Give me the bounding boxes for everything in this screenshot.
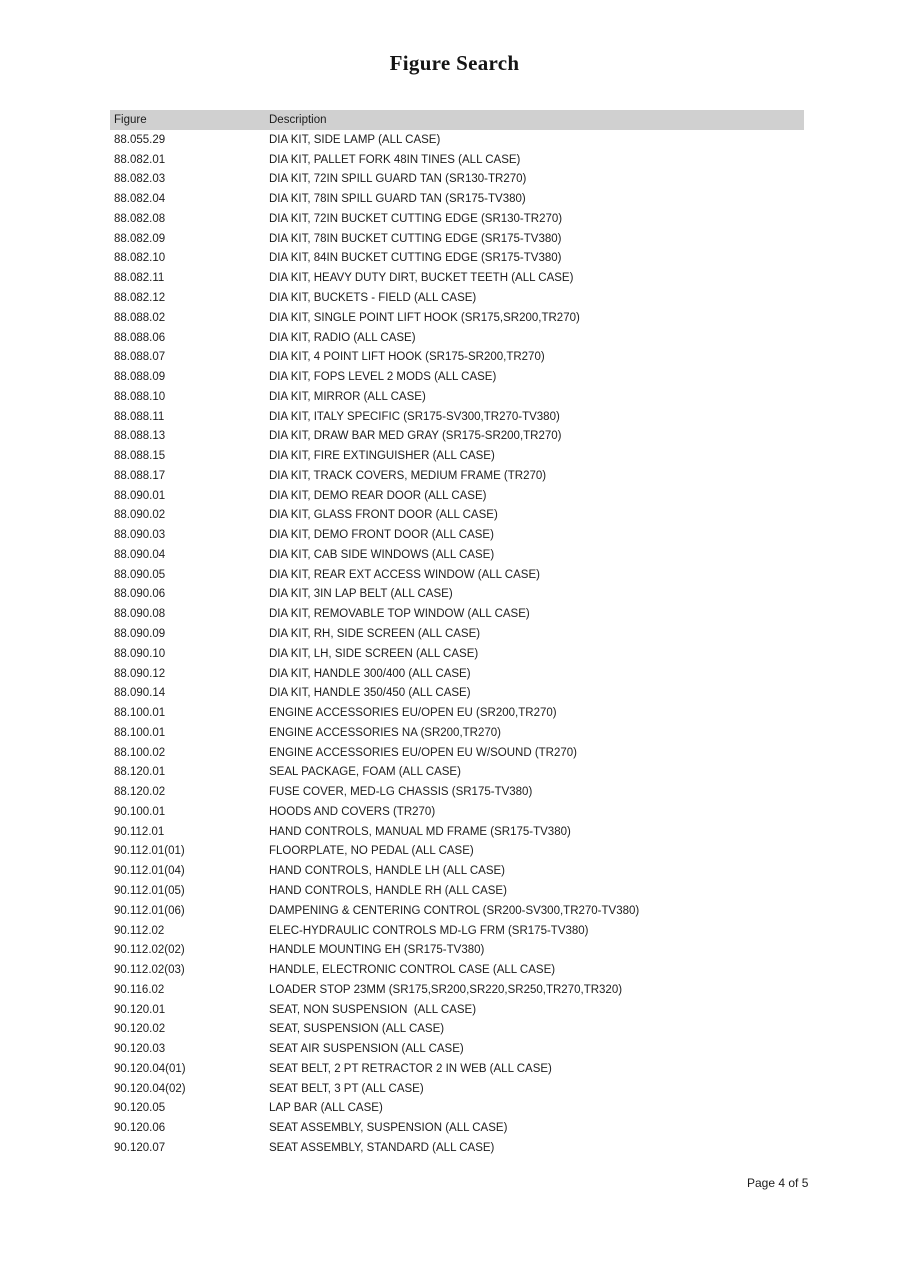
table-row [110,940,804,960]
table-row [110,1099,804,1119]
description-cell: DIA KIT, REMOVABLE TOP WINDOW (ALL CASE) [269,608,530,621]
figure-cell: 90.112.01 [114,825,165,838]
description-cell: SEAT AIR SUSPENSION (ALL CASE) [269,1043,464,1056]
figure-cell: 88.090.05 [114,568,166,581]
table-row [110,743,804,763]
figure-cell: 88.090.10 [114,647,166,660]
table-row [110,288,804,308]
table-row [110,249,804,269]
figure-cell: 90.112.01(01) [114,845,185,858]
figure-cell: 88.100.01 [114,726,166,739]
description-cell: ENGINE ACCESSORIES EU/OPEN EU (SR200,TR270) [269,707,557,720]
figure-cell: 88.090.01 [114,489,166,502]
figure-cell: 88.055.29 [114,133,166,146]
description-cell: ENGINE ACCESSORIES EU/OPEN EU W/SOUND (TR270) [269,746,578,759]
table-row [110,861,804,881]
table-row [110,763,804,783]
table-row [110,229,804,249]
table-row [110,1059,804,1079]
description-cell: HAND CONTROLS, MANUAL MD FRAME (SR175-TV380) [269,825,571,838]
table-row [110,960,804,980]
figure-cell: 88.090.09 [114,628,166,641]
figure-cell: 90.112.01(04) [114,865,185,878]
description-column-header: Description [269,114,327,126]
page-number: Page 4 of 5 [747,1176,809,1190]
description-cell: DIA KIT, 72IN BUCKET CUTTING EDGE (SR130-TR270) [269,212,563,225]
figure-cell: 88.088.11 [114,410,165,423]
description-cell: SEAT BELT, 3 PT (ALL CASE) [269,1082,424,1095]
figure-cell: 88.120.01 [114,766,166,779]
figure-cell: 88.088.07 [114,351,166,364]
description-cell: DIA KIT, PALLET FORK 48IN TINES (ALL CASE) [269,153,521,166]
description-cell: FUSE COVER, MED-LG CHASSIS (SR175-TV380) [269,786,533,799]
description-cell: DIA KIT, LH, SIDE SCREEN (ALL CASE) [269,647,479,660]
description-cell: DIA KIT, REAR EXT ACCESS WINDOW (ALL CASE) [269,568,540,581]
figure-cell: 88.088.10 [114,390,166,403]
table-header [110,110,804,130]
table-row [110,308,804,328]
table-row [110,1118,804,1138]
table-row [110,209,804,229]
figure-cell: 90.112.01(06) [114,904,185,917]
table-row [110,268,804,288]
figure-cell: 88.088.09 [114,371,166,384]
figure-cell: 90.120.04(01) [114,1062,186,1075]
description-cell: DIA KIT, DEMO REAR DOOR (ALL CASE) [269,489,487,502]
figure-cell: 88.090.12 [114,667,166,680]
table-row [110,881,804,901]
table-row [110,1039,804,1059]
figure-cell: 88.082.04 [114,193,166,206]
table-row [110,367,804,387]
figure-cell: 90.120.03 [114,1043,166,1056]
table-row [110,901,804,921]
description-cell: FLOORPLATE, NO PEDAL (ALL CASE) [269,845,474,858]
table-row [110,604,804,624]
figure-cell: 88.082.01 [114,153,166,166]
table-row [110,189,804,209]
figure-column-header: Figure [114,114,147,126]
table-row [110,347,804,367]
description-cell: DIA KIT, FIRE EXTINGUISHER (ALL CASE) [269,450,495,463]
table-row [110,565,804,585]
table-row [110,466,804,486]
table-row [110,683,804,703]
table-row [110,387,804,407]
figure-cell: 88.090.14 [114,687,166,700]
description-cell: DIA KIT, BUCKETS - FIELD (ALL CASE) [269,292,477,304]
table-row [110,802,804,822]
description-cell: DIA KIT, RADIO (ALL CASE) [269,331,416,344]
table-row [110,170,804,190]
description-cell: DIA KIT, DRAW BAR MED GRAY (SR175-SR200,TR270) [269,430,562,443]
figure-cell: 90.100.01 [114,805,166,818]
table-row [110,644,804,664]
description-cell: DIA KIT, RH, SIDE SCREEN (ALL CASE) [269,628,481,641]
figure-cell: 88.088.02 [114,311,166,324]
table-row [110,703,804,723]
description-cell: LOADER STOP 23MM (SR175,SR200,SR220,SR250,TR270,TR320) [269,983,623,996]
figure-cell: 90.120.02 [114,1023,166,1036]
description-cell: ELEC-HYDRAULIC CONTROLS MD-LG FRM (SR175-TV380) [269,924,589,937]
figure-cell: 88.082.12 [114,292,166,304]
description-cell: DAMPENING & CENTERING CONTROL (SR200-SV300,TR270-TV380) [269,904,640,917]
table-row [110,150,804,170]
description-cell: DIA KIT, GLASS FRONT DOOR (ALL CASE) [269,509,498,522]
figure-cell: 88.088.15 [114,450,166,463]
description-cell: DIA KIT, 78IN SPILL GUARD TAN (SR175-TV380) [269,193,526,206]
figure-cell: 90.112.02(03) [114,964,185,977]
table-row [110,407,804,427]
table-row [110,664,804,684]
table-row [110,585,804,605]
figure-cell: 90.120.01 [114,1003,166,1016]
table-header-row [110,110,804,130]
description-cell: LAP BAR (ALL CASE) [269,1102,383,1115]
description-cell: ENGINE ACCESSORIES NA (SR200,TR270) [269,726,501,739]
description-cell: DIA KIT, TRACK COVERS, MEDIUM FRAME (TR270) [269,469,547,482]
description-cell: SEAT BELT, 2 PT RETRACTOR 2 IN WEB (ALL CASE) [269,1062,552,1075]
description-cell: DIA KIT, 4 POINT LIFT HOOK (SR175-SR200,TR270) [269,351,545,364]
table-row [110,782,804,802]
table-row [110,130,804,150]
figure-cell: 88.090.02 [114,509,166,522]
description-cell: DIA KIT, FOPS LEVEL 2 MODS (ALL CASE) [269,371,497,384]
description-cell: DIA KIT, CAB SIDE WINDOWS (ALL CASE) [269,548,495,561]
table-row [110,1019,804,1039]
figure-cell: 88.082.08 [114,212,166,225]
table-row [110,545,804,565]
figure-cell: 90.112.01(05) [114,884,185,897]
description-cell: DIA KIT, DEMO FRONT DOOR (ALL CASE) [269,529,494,542]
table-row [110,486,804,506]
description-cell: DIA KIT, SIDE LAMP (ALL CASE) [269,133,441,146]
table-row [110,822,804,842]
table-row [110,525,804,545]
figure-cell: 88.088.13 [114,430,166,443]
description-cell: HAND CONTROLS, HANDLE RH (ALL CASE) [269,884,507,897]
description-cell: DIA KIT, MIRROR (ALL CASE) [269,390,426,403]
table-row [110,980,804,1000]
figure-cell: 88.120.02 [114,786,166,799]
figure-cell: 88.082.09 [114,232,166,245]
figure-cell: 88.100.01 [114,707,166,720]
figure-cell: 90.120.06 [114,1122,166,1135]
description-cell: DIA KIT, 84IN BUCKET CUTTING EDGE (SR175-TV380) [269,252,562,265]
figure-cell: 90.120.04(02) [114,1082,186,1095]
description-cell: SEAL PACKAGE, FOAM (ALL CASE) [269,766,461,779]
table-row [110,1000,804,1020]
description-cell: DIA KIT, SINGLE POINT LIFT HOOK (SR175,SR200,TR270) [269,311,580,324]
figure-cell: 88.090.08 [114,608,166,621]
description-cell: SEAT ASSEMBLY, STANDARD (ALL CASE) [269,1141,495,1154]
description-cell: DIA KIT, HANDLE 300/400 (ALL CASE) [269,667,471,680]
figure-cell: 90.112.02 [114,924,165,937]
table-row [110,1138,804,1158]
figure-cell: 88.082.03 [114,173,166,186]
description-cell: DIA KIT, HEAVY DUTY DIRT, BUCKET TEETH (ALL CASE) [269,272,574,285]
description-cell: DIA KIT, 3IN LAP BELT (ALL CASE) [269,588,453,601]
figure-cell: 90.116.02 [114,983,165,996]
table-row [110,426,804,446]
figure-cell: 88.088.06 [114,331,166,344]
figure-cell: 88.090.03 [114,529,166,542]
table-row [110,921,804,941]
description-cell: DIA KIT, HANDLE 350/450 (ALL CASE) [269,687,471,700]
description-cell: HANDLE, ELECTRONIC CONTROL CASE (ALL CASE) [269,964,556,977]
description-cell: DIA KIT, ITALY SPECIFIC (SR175-SV300,TR270-TV380) [269,410,560,423]
figure-cell: 88.088.17 [114,469,166,482]
figure-cell: 90.120.07 [114,1141,166,1154]
description-cell: SEAT, SUSPENSION (ALL CASE) [269,1023,445,1036]
table-row [110,723,804,743]
figure-cell: 88.082.11 [114,272,165,285]
description-cell: HANDLE MOUNTING EH (SR175-TV380) [269,944,485,957]
figure-cell: 88.082.10 [114,252,166,265]
description-cell: DIA KIT, 78IN BUCKET CUTTING EDGE (SR175-TV380) [269,232,562,245]
table-row [110,446,804,466]
description-cell: SEAT, NON SUSPENSION (ALL CASE) [269,1003,477,1016]
description-cell: HOODS AND COVERS (TR270) [269,805,436,818]
table-row [110,506,804,526]
table-row [110,624,804,644]
figure-table-body [110,130,804,1158]
figure-cell: 88.090.04 [114,548,166,561]
table-row [110,328,804,348]
table-row [110,1079,804,1099]
figure-search-table [110,110,804,1158]
figure-cell: 88.090.06 [114,588,166,601]
figure-cell: 88.100.02 [114,746,166,759]
page-title: Figure Search [389,51,520,75]
table-row [110,842,804,862]
description-cell: SEAT ASSEMBLY, SUSPENSION (ALL CASE) [269,1122,508,1135]
figure-cell: 90.120.05 [114,1102,166,1115]
figure-cell: 90.112.02(02) [114,944,185,957]
description-cell: DIA KIT, 72IN SPILL GUARD TAN (SR130-TR270) [269,173,527,186]
description-cell: HAND CONTROLS, HANDLE LH (ALL CASE) [269,865,506,878]
